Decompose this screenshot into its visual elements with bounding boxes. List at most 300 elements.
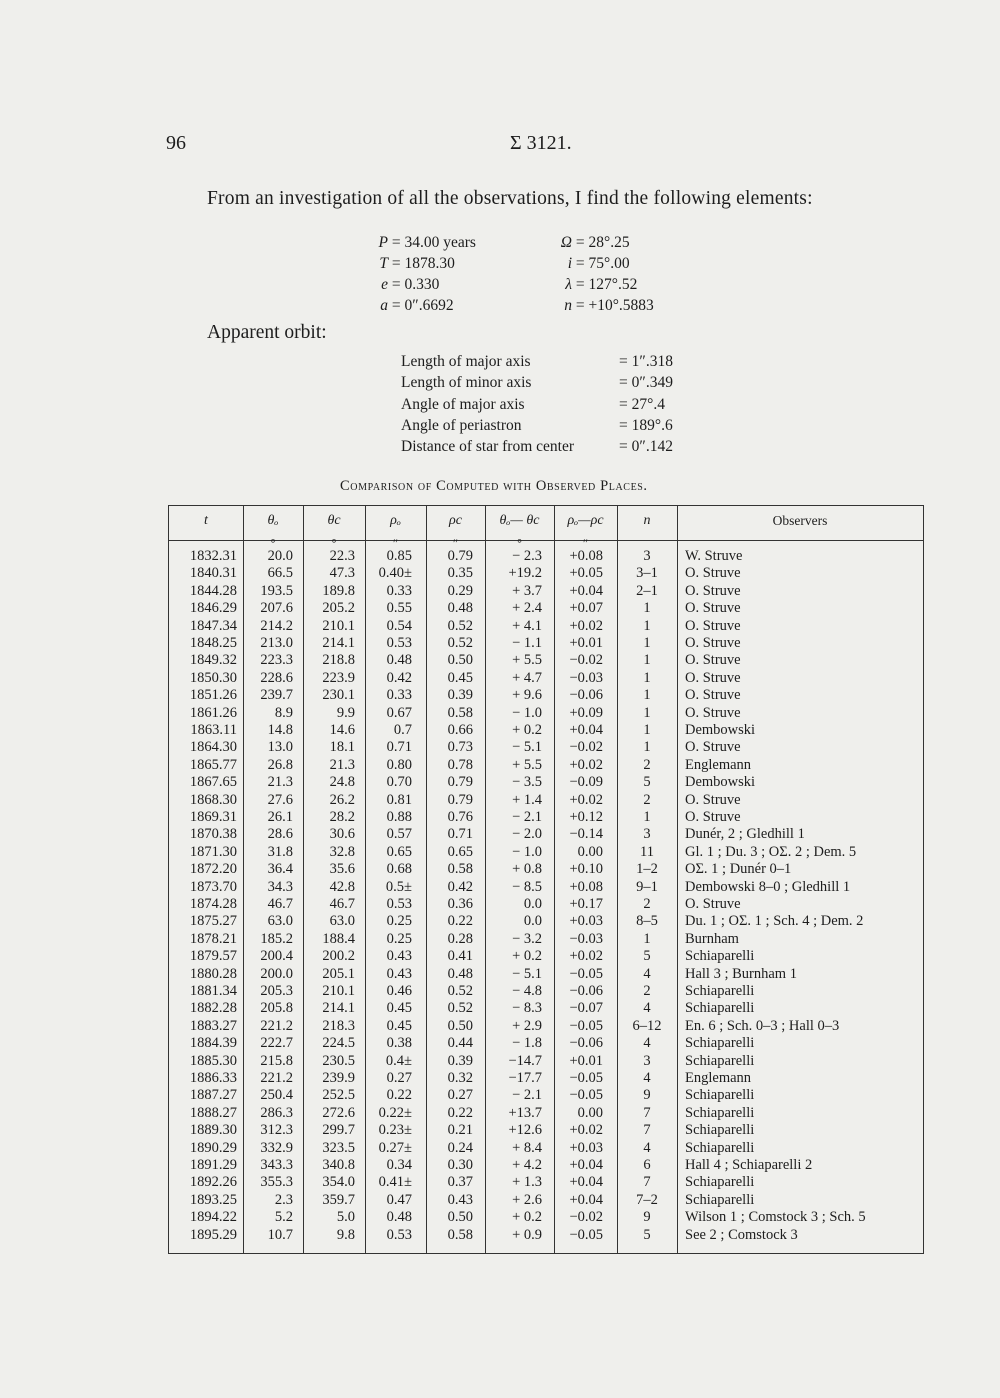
table-row	[169, 948, 923, 966]
cell-col-drho: −0.03	[569, 669, 603, 686]
table-row	[169, 1035, 923, 1053]
cell-col-rho-c: 0.32	[447, 1070, 473, 1086]
cell-col-t: 1893.25	[189, 1191, 237, 1208]
orbit-label: Angle of major axis	[401, 395, 525, 413]
cell-col-dtheta: + 4.7	[512, 669, 542, 686]
cell-col-rho-o: 0.54	[386, 617, 412, 634]
cell-col-t: 1883.27	[189, 1017, 237, 1034]
table-row	[169, 913, 923, 931]
cell-col-theta-c: 214.1	[322, 635, 355, 651]
cell-col-n: 1	[643, 617, 651, 634]
cell-col-theta-o: 46.7	[267, 896, 293, 912]
cell-col-dtheta: − 5.1	[512, 965, 542, 982]
cell-col-observers: OΣ. 1 ; Dunér 0–1	[685, 861, 792, 878]
cell-col-theta-o: 34.3	[267, 878, 293, 895]
cell-col-observers: Schiaparelli	[685, 1104, 755, 1121]
table-unit-col-rho-o: ″	[393, 536, 398, 550]
cell-col-dtheta: − 2.3	[512, 548, 542, 564]
cell-col-drho: +0.02	[569, 948, 603, 965]
cell-col-drho: −0.14	[569, 826, 603, 843]
cell-col-t: 1878.21	[189, 930, 237, 947]
table-header-col-drho: ρₒ—ρc	[567, 513, 604, 528]
table-unit-col-drho: ″	[583, 536, 588, 550]
cell-col-drho: +0.09	[569, 704, 603, 721]
table-row	[169, 1174, 923, 1192]
orbit-value: = 1″.318	[619, 353, 673, 370]
cell-col-drho: −0.02	[569, 739, 603, 756]
cell-col-drho: +0.04	[569, 582, 603, 599]
cell-col-rho-c: 0.24	[447, 1139, 473, 1156]
table-header-col-t: t	[204, 513, 208, 528]
cell-col-theta-c: 272.6	[322, 1104, 355, 1121]
cell-col-dtheta: + 2.4	[512, 600, 542, 617]
cell-col-n: 4	[643, 1000, 651, 1017]
cell-col-dtheta: + 9.6	[512, 687, 542, 704]
cell-col-theta-o: 228.6	[260, 669, 293, 686]
cell-col-rho-o: 0.88	[386, 809, 412, 825]
cell-col-theta-c: 200.2	[322, 948, 355, 965]
cell-col-theta-c: 210.1	[322, 983, 355, 999]
cell-col-theta-c: 30.6	[329, 826, 355, 843]
element-left	[360, 295, 454, 316]
cell-col-rho-o: 0.25	[386, 930, 412, 947]
cell-col-theta-c: 188.4	[322, 930, 355, 947]
cell-col-t: 1895.29	[189, 1226, 237, 1243]
cell-col-dtheta: − 4.8	[512, 983, 542, 999]
cell-col-observers: Du. 1 ; OΣ. 1 ; Sch. 4 ; Dem. 2	[685, 913, 864, 930]
cell-col-theta-c: 47.3	[329, 565, 355, 582]
cell-col-n: 3	[643, 826, 651, 843]
cell-col-dtheta: +13.7	[508, 1104, 542, 1121]
cell-col-rho-c: 0.21	[447, 1122, 473, 1139]
table-row	[169, 722, 923, 740]
cell-col-observers: Schiaparelli	[685, 948, 755, 965]
cell-col-theta-o: 13.0	[267, 739, 293, 756]
cell-col-rho-c: 0.52	[447, 1000, 473, 1017]
cell-col-rho-c: 0.45	[447, 669, 473, 686]
cell-col-theta-c: 210.1	[322, 617, 355, 634]
cell-col-t: 1870.38	[189, 826, 237, 843]
table-row	[169, 600, 923, 618]
cell-col-n: 1	[643, 600, 651, 617]
cell-col-rho-o: 0.57	[386, 826, 412, 843]
cell-col-drho: +0.10	[569, 861, 603, 878]
cell-col-theta-c: 354.0	[322, 1174, 355, 1191]
table-row	[169, 583, 923, 601]
table-row	[169, 565, 923, 583]
cell-col-dtheta: + 0.8	[512, 861, 542, 878]
cell-col-t: 1885.30	[189, 1052, 237, 1069]
cell-col-theta-c: 205.1	[322, 965, 355, 982]
cell-col-theta-c: 252.5	[322, 1087, 355, 1104]
cell-col-rho-o: 0.40±	[378, 565, 412, 582]
cell-col-rho-o: 0.34	[386, 1157, 412, 1173]
cell-col-theta-c: 205.2	[322, 600, 355, 617]
cell-col-n: 1	[643, 704, 651, 721]
cell-col-theta-c: 359.7	[322, 1191, 355, 1208]
cell-col-dtheta: − 3.5	[512, 774, 542, 791]
table-row	[169, 879, 923, 897]
element-symbol: i	[567, 255, 572, 272]
cell-col-n: 3	[643, 548, 651, 564]
cell-col-n: 6	[643, 1157, 651, 1173]
comparison-table	[168, 505, 924, 1254]
cell-col-t: 1848.25	[189, 635, 237, 651]
cell-col-drho: 0.00	[577, 1104, 603, 1121]
table-row	[169, 1122, 923, 1140]
table-unit-col-theta-c: °	[331, 536, 337, 550]
cell-col-n: 5	[643, 774, 651, 791]
cell-col-n: 2	[643, 983, 651, 999]
cell-col-drho: −0.09	[569, 774, 603, 791]
cell-col-theta-c: 224.5	[322, 1035, 355, 1052]
table-row	[169, 983, 923, 1001]
cell-col-t: 1863.11	[190, 722, 237, 738]
cell-col-observers: Schiaparelli	[685, 1122, 755, 1139]
cell-col-theta-c: 230.1	[322, 687, 355, 704]
cell-col-observers: Schiaparelli	[685, 1052, 755, 1069]
table-row	[169, 931, 923, 949]
cell-col-n: 9–1	[636, 878, 658, 895]
cell-col-rho-o: 0.22±	[378, 1104, 412, 1121]
cell-col-theta-o: 31.8	[267, 843, 293, 860]
cell-col-rho-c: 0.48	[447, 965, 473, 982]
element-value: = 34.00 years	[388, 234, 476, 251]
cell-col-theta-c: 24.8	[329, 774, 355, 791]
element-symbol: e	[381, 276, 388, 293]
cell-col-drho: +0.17	[569, 896, 603, 912]
cell-col-dtheta: − 8.3	[512, 1000, 542, 1017]
table-row	[169, 1053, 923, 1071]
cell-col-observers: Wilson 1 ; Comstock 3 ; Sch. 5	[685, 1209, 866, 1226]
cell-col-theta-c: 63.0	[329, 913, 355, 930]
cell-col-rho-o: 0.81	[386, 791, 412, 808]
element-symbol: a	[380, 297, 388, 314]
cell-col-t: 1889.30	[189, 1122, 237, 1139]
cell-col-rho-c: 0.27	[447, 1087, 473, 1104]
cell-col-t: 1844.28	[189, 582, 237, 599]
table-row	[169, 1000, 923, 1018]
cell-col-rho-o: 0.47	[386, 1191, 412, 1208]
element-value: = 1878.30	[388, 255, 455, 272]
cell-col-observers: Dembowski 8–0 ; Gledhill 1	[685, 878, 851, 895]
cell-col-n: 2	[643, 791, 651, 808]
cell-col-rho-c: 0.76	[447, 809, 473, 825]
cell-col-dtheta: + 2.6	[512, 1191, 542, 1208]
cell-col-rho-c: 0.39	[447, 687, 473, 704]
cell-col-t: 1865.77	[189, 756, 237, 773]
cell-col-theta-o: 286.3	[260, 1104, 293, 1121]
cell-col-n: 2	[643, 896, 651, 912]
cell-col-rho-o: 0.70	[386, 774, 412, 791]
cell-col-dtheta: − 2.1	[512, 809, 542, 825]
cell-col-drho: −0.07	[569, 1000, 603, 1017]
cell-col-rho-c: 0.79	[447, 791, 473, 808]
cell-col-theta-o: 193.5	[260, 582, 293, 599]
cell-col-drho: +0.01	[569, 635, 603, 651]
table-unit-col-theta-o: °	[270, 536, 276, 550]
cell-col-dtheta: + 4.1	[512, 617, 542, 634]
cell-col-observers: Schiaparelli	[685, 1087, 755, 1104]
cell-col-n: 8–5	[636, 913, 658, 930]
table-row	[169, 1070, 923, 1088]
cell-col-n: 1–2	[636, 861, 658, 878]
cell-col-rho-c: 0.58	[447, 1226, 473, 1243]
cell-col-theta-o: 207.6	[260, 600, 293, 617]
element-right	[530, 253, 630, 274]
cell-col-rho-o: 0.22	[386, 1087, 412, 1104]
orbit-value: = 0″.349	[619, 374, 673, 392]
cell-col-theta-c: 218.8	[322, 652, 355, 669]
table-row	[169, 1192, 923, 1210]
cell-col-observers: Dembowski	[685, 774, 756, 791]
cell-col-drho: −0.05	[569, 965, 603, 982]
table-row	[169, 1087, 923, 1105]
cell-col-drho: −0.02	[569, 1209, 603, 1226]
cell-col-observers: O. Struve	[685, 617, 741, 634]
cell-col-theta-o: 27.6	[267, 791, 293, 808]
table-row	[169, 826, 923, 844]
cell-col-n: 7	[643, 1122, 651, 1139]
cell-col-theta-o: 355.3	[260, 1174, 293, 1191]
cell-col-drho: +0.03	[569, 1139, 603, 1156]
cell-col-dtheta: + 3.7	[512, 582, 542, 599]
cell-col-theta-o: 205.3	[260, 983, 293, 999]
cell-col-theta-o: 221.2	[260, 1017, 293, 1034]
cell-col-t: 1880.28	[189, 965, 237, 982]
cell-col-n: 2	[643, 756, 651, 773]
page-number: 96	[166, 132, 186, 154]
cell-col-theta-c: 22.3	[329, 548, 355, 564]
table-row	[169, 548, 923, 566]
cell-col-n: 7–2	[636, 1191, 658, 1208]
table-row	[169, 966, 923, 984]
cell-col-drho: −0.05	[569, 1226, 603, 1243]
cell-col-rho-c: 0.37	[447, 1174, 473, 1191]
cell-col-dtheta: 0.0	[523, 896, 542, 912]
cell-col-rho-o: 0.53	[386, 896, 412, 912]
cell-col-drho: −0.06	[569, 983, 603, 999]
cell-col-dtheta: + 1.3	[512, 1174, 542, 1191]
cell-col-rho-o: 0.71	[386, 739, 412, 756]
cell-col-drho: −0.02	[569, 652, 603, 669]
cell-col-rho-c: 0.50	[447, 1017, 473, 1034]
cell-col-dtheta: + 8.4	[512, 1139, 542, 1156]
cell-col-n: 4	[643, 1070, 651, 1086]
cell-col-observers: Schiaparelli	[685, 1191, 755, 1208]
cell-col-t: 1894.22	[189, 1209, 237, 1226]
element-right	[530, 274, 637, 295]
cell-col-rho-o: 0.45	[386, 1017, 412, 1034]
element-symbol: Ω	[560, 234, 572, 251]
orbit-label: Distance of star from center	[401, 438, 575, 456]
cell-col-n: 5	[643, 948, 651, 965]
cell-col-t: 1892.26	[189, 1174, 237, 1191]
table-row	[169, 896, 923, 914]
cell-col-t: 1872.20	[189, 861, 237, 878]
orbit-value: = 0″.142	[619, 438, 673, 456]
cell-col-rho-c: 0.79	[447, 548, 473, 564]
cell-col-observers: O. Struve	[685, 791, 741, 808]
cell-col-rho-c: 0.35	[447, 565, 473, 582]
cell-col-drho: +0.08	[569, 878, 603, 895]
cell-col-drho: +0.05	[569, 565, 603, 582]
cell-col-observers: O. Struve	[685, 704, 741, 721]
orbit-value: = 189°.6	[619, 416, 673, 434]
orbit-label: Angle of periastron	[401, 416, 522, 434]
cell-col-rho-c: 0.50	[447, 1209, 473, 1226]
cell-col-rho-o: 0.4±	[385, 1052, 412, 1069]
cell-col-theta-o: 200.0	[260, 965, 293, 982]
cell-col-drho: +0.02	[569, 617, 603, 634]
cell-col-t: 1874.28	[189, 896, 237, 912]
element-symbol: n	[564, 297, 572, 314]
cell-col-rho-o: 0.23±	[378, 1122, 412, 1139]
cell-col-rho-o: 0.43	[386, 948, 412, 965]
cell-col-dtheta: −14.7	[508, 1052, 542, 1069]
cell-col-drho: −0.03	[569, 930, 603, 947]
cell-col-rho-c: 0.39	[447, 1052, 473, 1069]
cell-col-n: 3–1	[636, 565, 658, 582]
cell-col-t: 1868.30	[189, 791, 237, 808]
cell-col-n: 1	[643, 669, 651, 686]
cell-col-n: 7	[643, 1104, 651, 1121]
cell-col-theta-c: 9.9	[336, 704, 355, 721]
cell-col-observers: Hall 4 ; Schiaparelli 2	[685, 1157, 813, 1173]
element-symbol: λ	[565, 276, 572, 293]
cell-col-theta-o: 205.8	[260, 1000, 293, 1017]
cell-col-n: 1	[643, 930, 651, 947]
cell-col-rho-c: 0.22	[447, 1104, 473, 1121]
table-row	[169, 844, 923, 862]
cell-col-rho-c: 0.58	[447, 861, 473, 878]
cell-col-theta-o: 222.7	[260, 1035, 293, 1052]
cell-col-n: 1	[643, 722, 651, 738]
cell-col-observers: En. 6 ; Sch. 0–3 ; Hall 0–3	[685, 1017, 840, 1034]
cell-col-dtheta: +19.2	[508, 565, 542, 582]
cell-col-theta-o: 26.8	[267, 756, 293, 773]
table-header-col-rho-o: ρₒ	[390, 513, 401, 528]
cell-col-theta-o: 66.5	[267, 565, 293, 582]
table-header-col-n: n	[643, 513, 651, 528]
cell-col-rho-c: 0.52	[447, 635, 473, 651]
cell-col-t: 1871.30	[189, 843, 237, 860]
cell-col-rho-o: 0.85	[386, 548, 412, 564]
table-header-col-dtheta: θₒ— θc	[499, 513, 540, 528]
cell-col-drho: +0.02	[569, 1122, 603, 1139]
cell-col-theta-c: 5.0	[336, 1209, 355, 1226]
cell-col-rho-c: 0.48	[447, 600, 473, 617]
cell-col-drho: +0.04	[569, 1174, 603, 1191]
cell-col-t: 1879.57	[189, 948, 237, 965]
cell-col-theta-o: 8.9	[274, 704, 293, 721]
cell-col-observers: Schiaparelli	[685, 1174, 755, 1191]
cell-col-theta-c: 46.7	[329, 896, 355, 912]
cell-col-observers: O. Struve	[685, 809, 741, 825]
cell-col-observers: Englemann	[685, 1070, 752, 1086]
cell-col-rho-c: 0.36	[447, 896, 473, 912]
cell-col-dtheta: + 4.2	[512, 1157, 542, 1173]
cell-col-t: 1847.34	[189, 617, 237, 634]
table-row	[169, 739, 923, 757]
element-value: = +10°.5883	[572, 297, 654, 314]
cell-col-theta-o: 5.2	[274, 1209, 293, 1226]
cell-col-n: 1	[643, 739, 651, 756]
table-row	[169, 1209, 923, 1227]
table-row	[169, 774, 923, 792]
cell-col-rho-c: 0.42	[447, 878, 473, 895]
cell-col-rho-o: 0.45	[386, 1000, 412, 1017]
cell-col-rho-c: 0.30	[447, 1157, 473, 1173]
cell-col-theta-o: 21.3	[267, 774, 293, 791]
cell-col-n: 7	[643, 1174, 651, 1191]
cell-col-t: 1881.34	[189, 983, 237, 999]
cell-col-rho-c: 0.52	[447, 983, 473, 999]
running-head: Σ 3121.	[510, 132, 572, 154]
cell-col-dtheta: + 2.9	[512, 1017, 542, 1034]
table-row	[169, 757, 923, 775]
cell-col-drho: 0.00	[577, 843, 603, 860]
cell-col-observers: O. Struve	[685, 600, 741, 617]
cell-col-rho-c: 0.50	[447, 652, 473, 669]
cell-col-theta-o: 312.3	[260, 1122, 293, 1139]
cell-col-drho: −0.06	[569, 1035, 603, 1052]
cell-col-rho-o: 0.55	[386, 600, 412, 617]
comparison-title: Comparison of Computed with Observed Places.	[340, 478, 648, 494]
cell-col-theta-c: 21.3	[329, 756, 355, 773]
element-symbol: T	[379, 255, 388, 272]
cell-col-t: 1869.31	[189, 809, 237, 825]
cell-col-theta-o: 2.3	[274, 1191, 293, 1208]
cell-col-theta-o: 221.2	[260, 1070, 293, 1086]
cell-col-t: 1849.32	[189, 652, 237, 669]
cell-col-observers: See 2 ; Comstock 3	[685, 1226, 798, 1243]
cell-col-theta-c: 299.7	[322, 1122, 355, 1139]
table-row	[169, 1140, 923, 1158]
cell-col-observers: O. Struve	[685, 582, 741, 599]
cell-col-rho-c: 0.41	[447, 948, 473, 965]
cell-col-theta-o: 214.2	[260, 617, 293, 634]
cell-col-theta-c: 32.8	[329, 843, 355, 860]
element-value: = 28°.25	[572, 234, 630, 251]
cell-col-rho-o: 0.27	[386, 1070, 412, 1086]
cell-col-drho: +0.08	[569, 548, 603, 564]
cell-col-dtheta: + 5.5	[512, 652, 542, 669]
apparent-orbit-label: Apparent orbit:	[207, 322, 327, 343]
orbit-value: = 27°.4	[619, 395, 665, 413]
cell-col-rho-c: 0.52	[447, 617, 473, 634]
cell-col-dtheta: +12.6	[508, 1122, 542, 1139]
cell-col-t: 1882.28	[189, 1000, 237, 1017]
cell-col-n: 1	[643, 652, 651, 669]
cell-col-dtheta: + 0.2	[512, 1209, 542, 1226]
cell-col-dtheta: − 3.2	[512, 930, 542, 947]
cell-col-drho: +0.04	[569, 1191, 603, 1208]
table-row	[169, 618, 923, 636]
cell-col-rho-c: 0.65	[447, 843, 473, 860]
cell-col-observers: O. Struve	[685, 652, 741, 669]
table-row	[169, 687, 923, 705]
cell-col-theta-c: 214.1	[322, 1000, 355, 1017]
cell-col-drho: +0.04	[569, 1157, 603, 1173]
element-value: = 75°.00	[572, 255, 630, 272]
cell-col-rho-o: 0.42	[386, 669, 412, 686]
table-header-col-observers: Observers	[772, 513, 828, 528]
cell-col-rho-o: 0.68	[386, 861, 412, 878]
cell-col-observers: O. Struve	[685, 669, 741, 686]
cell-col-dtheta: − 8.5	[512, 878, 542, 895]
table-row	[169, 1157, 923, 1175]
